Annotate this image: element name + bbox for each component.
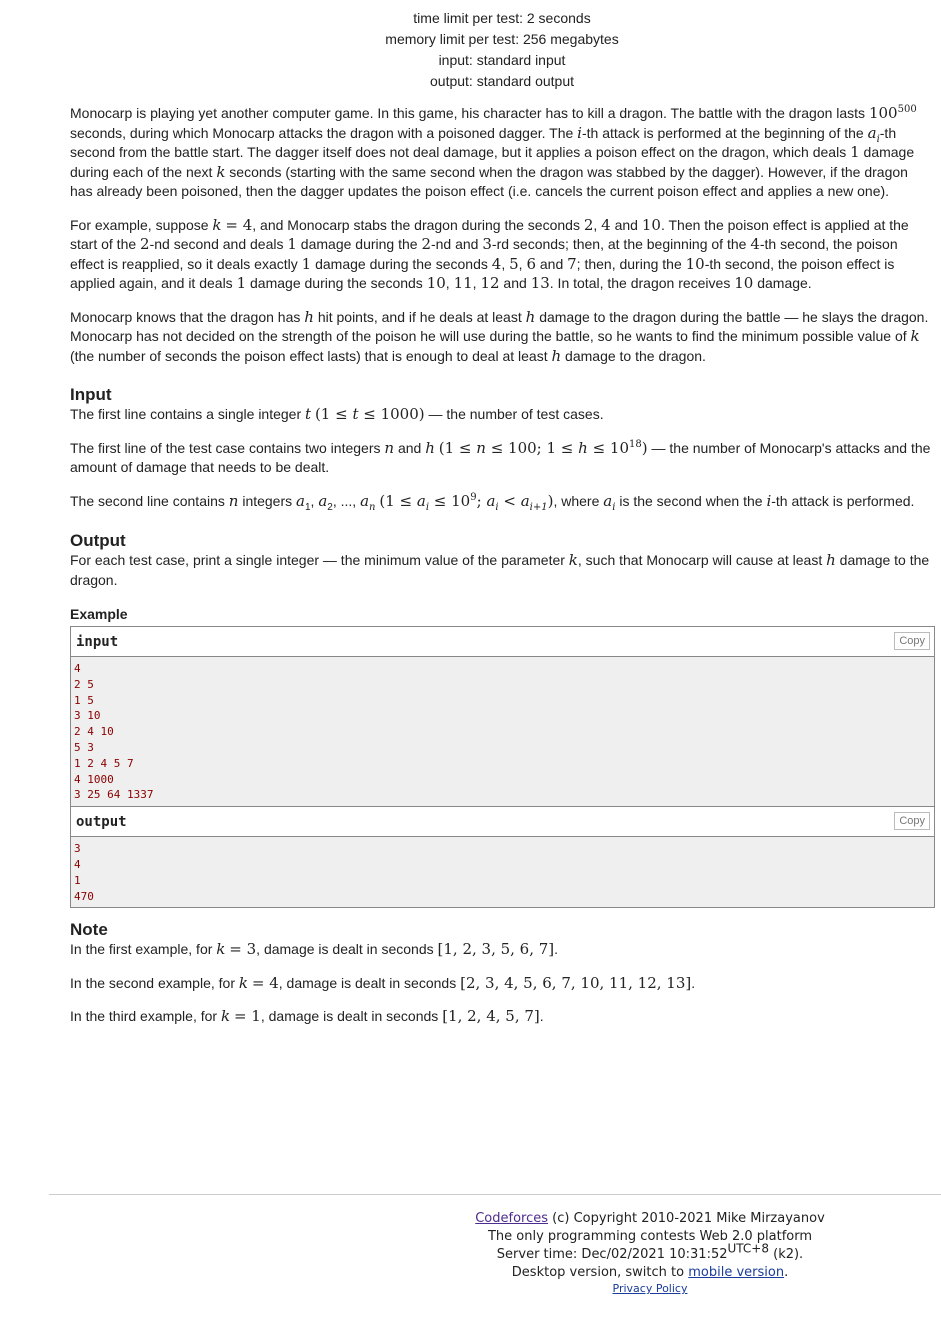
copyright-line <box>380 1210 920 1228</box>
copy-output-button[interactable]: Copy <box>894 812 930 830</box>
server-time-text: Server time: Dec/02/2021 10:31:52 <box>496 1247 728 1262</box>
input-type: input: standard input <box>438 52 566 68</box>
server-timezone: UTC+8 <box>727 1241 769 1256</box>
time-limit: time limit per test: 2 seconds <box>413 10 591 26</box>
output-label: output <box>76 814 127 831</box>
desktop-suffix: . <box>784 1265 789 1280</box>
note-section <box>70 920 932 1041</box>
server-id: (k2). <box>768 1247 804 1262</box>
note-title: Note <box>70 920 108 939</box>
output-line: 3 <box>74 842 81 856</box>
footer-divider <box>49 1194 941 1195</box>
privacy-line <box>380 1282 920 1296</box>
output-type: output: standard output <box>430 73 574 89</box>
input-line: 4 1000 <box>74 772 114 786</box>
output-line: 470 <box>74 889 94 903</box>
note-paragraph-3: In the third example, for k = 1, damage is dealt in seconds [1, 2, 4, 5, 7]. <box>70 1007 544 1025</box>
input-line: 2 5 <box>74 677 94 691</box>
sample-tests <box>70 605 932 908</box>
output-title: Output <box>70 531 126 550</box>
output-specification <box>70 531 932 604</box>
copyright-text: (c) Copyright 2010-2021 Mike Mirzayanov <box>548 1211 825 1226</box>
input-title: Input <box>70 385 112 404</box>
input-line: 3 10 <box>74 709 101 723</box>
tagline: The only programming contests Web 2.0 platform <box>487 1229 813 1244</box>
footer <box>380 1210 920 1296</box>
codeforces-link[interactable]: Codeforces <box>475 1211 549 1226</box>
input-label: input <box>76 634 119 650</box>
input-line: 4 <box>74 662 81 675</box>
note-paragraph-2: In the second example, for k = 4, damage is dealt in seconds [2, 3, 4, 5, 6, 7, 10, 11, 12, 13]. <box>70 973 696 992</box>
legend-paragraph-3: Monocarp knows that the dragon has h hit points, and if he deals at least h damage to the dragon during the battle — he slays the dragon. Monocarp has not decided on the strength of the poison he will use during the battle, so he wants to find the minimum possible value of k (the number of seconds the poison effect lasts) that is enough to deal at least h damage to the dragon. <box>70 307 929 365</box>
input-line: 2 4 10 <box>74 725 114 739</box>
input-line: 1 2 4 5 7 <box>74 756 134 770</box>
copy-input-button[interactable]: Copy <box>894 632 930 650</box>
output-line: 4 <box>74 857 81 871</box>
example-title: Example <box>70 606 128 622</box>
legend-paragraph-2: For example, suppose k = 4, and Monocarp stabs the dragon during the seconds 2, 4 and 10. Then the poison effect is applied at the start of the 2-nd second and deals 1 damage during the 2-nd and 3-rd seconds; then, at the beginning of the 4-th second, the poison effect is reapplied, so it deals exactly 1 damage during the seconds 4, 5, 6 and 7; then, during the 10-th second, the poison effect is applied again, and it deals 1 damage during the seconds 10, 11, 12 and 13. In total, the dragon receives 10 damage. <box>70 215 909 292</box>
memory-limit: memory limit per test: 256 megabytes <box>385 31 619 47</box>
problem-header <box>0 8 941 92</box>
output-header <box>71 807 934 837</box>
input-paragraph-2: The first line of the test case contains two integers n and h (1 ≤ n ≤ 100; $1 \le h \le 10^{18}$) — the number of Monocarp's attacks and the amount of damage that needs to be dealt. <box>70 438 931 475</box>
input-line: 5 3 <box>74 740 94 754</box>
legend-paragraph-1: Monocarp is playing yet another computer game. In this game, his character has to kill a dragon. The battle with the dragon lasts $100^{500}$ seconds, during which Monocarp attacks the dragon with a poisoned dagger. The i-th attack is performed at the beginning of the $a_i-th$ second from the battle start. The dagger itself does not deal damage, but it applies a poison effect on the dragon, which deals 1 damage during each of the next k seconds (starting with the same second when the dragon was stabbed by the dagger). However, if the dragon has already been poisoned, then the dagger updates the poison effect (i.e. cancels the current poison effect and applies a new one). <box>70 104 917 199</box>
input-header <box>71 627 934 657</box>
problem-legend <box>70 104 932 380</box>
server-time <box>380 1241 920 1264</box>
input-line: 1 5 <box>74 693 94 707</box>
input-paragraph-1: The first line contains a single integer t (1 ≤ t ≤ 1000) — the number of test cases. <box>70 405 604 423</box>
output-paragraph: For each test case, print a single integer — the minimum value of the parameter k, such that Monocarp will cause at least h damage to the dragon. <box>70 551 930 588</box>
mobile-version-link[interactable]: mobile version <box>688 1265 785 1280</box>
input-line: 3 25 64 1337 <box>74 788 154 802</box>
input-paragraph-3: The second line contains n integers $a_1$, $a_2$, ..., $a_n$ ($1 \le a_i \le 10^9$; $a_i < a_{i+1}$), where $a_i$ is the second when the i-th attack is performed. <box>70 491 915 513</box>
privacy-policy-link[interactable]: Privacy Policy <box>612 1282 688 1295</box>
input-specification <box>70 385 932 525</box>
output-body[interactable] <box>71 837 934 907</box>
input-body[interactable] <box>71 657 934 807</box>
desktop-prefix: Desktop version, switch to <box>511 1265 689 1280</box>
output-line: 1 <box>74 873 81 887</box>
sample-box <box>70 626 935 908</box>
desktop-version-line <box>380 1264 920 1282</box>
note-paragraph-1: In the first example, for k = 3, damage is dealt in seconds [1, 2, 3, 5, 6, 7]. <box>70 940 559 958</box>
